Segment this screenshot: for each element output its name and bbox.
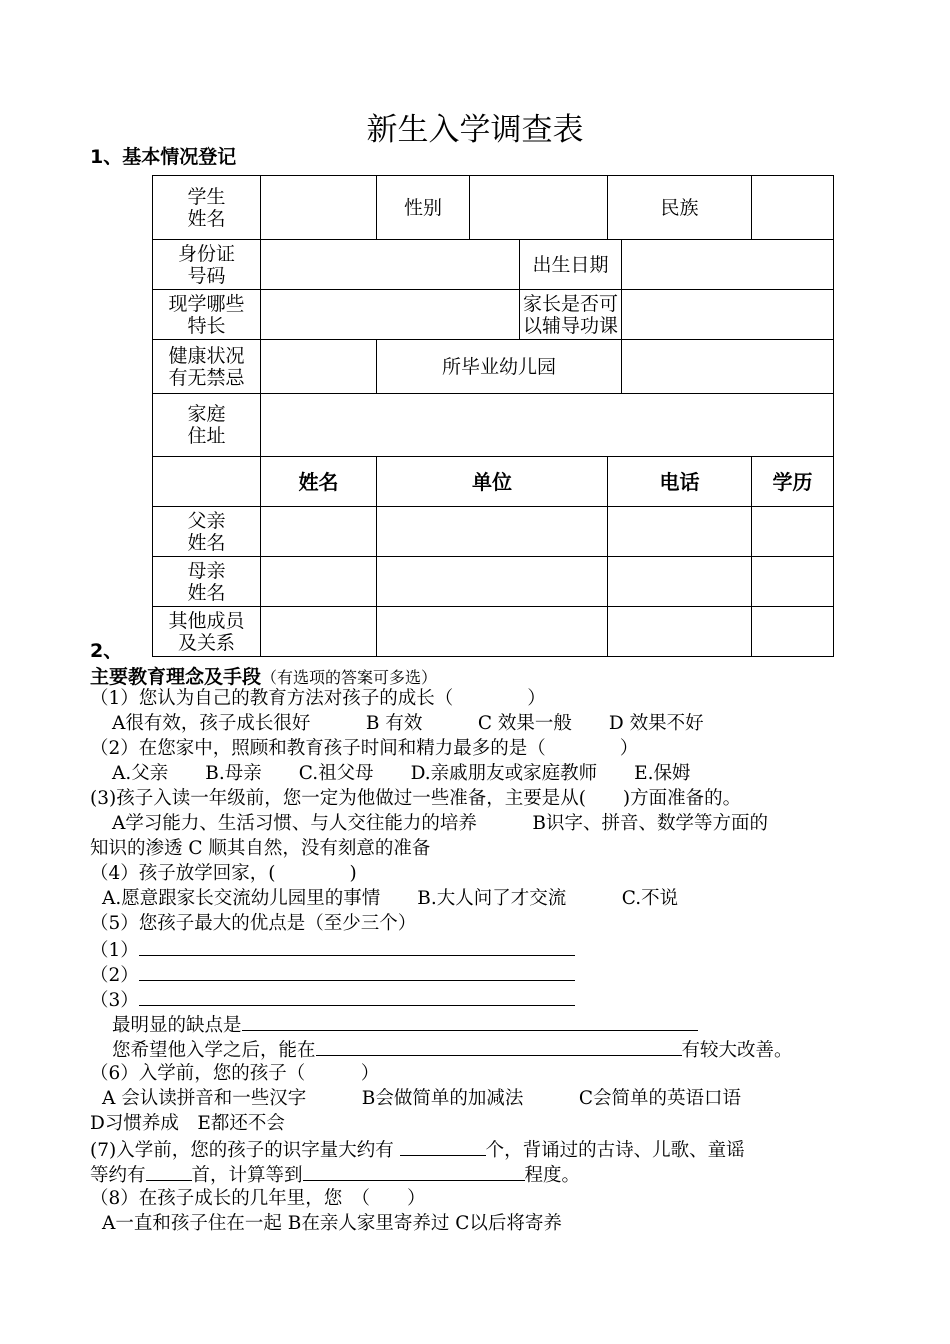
ethnicity-field[interactable] <box>752 176 834 240</box>
father-unit-field[interactable] <box>377 507 608 557</box>
strength-3-row <box>90 986 575 1013</box>
section-1-heading: 1、基本情况登记 <box>90 146 237 168</box>
label-specialties: 现学哪些 特长 <box>153 290 261 340</box>
question-1-options[interactable]: A很有效，孩子成长很好 B 有效 C 效果一般 D 效果不好 <box>112 713 704 734</box>
label-others: 其他成员 及关系 <box>153 607 261 657</box>
basic-info-table <box>152 175 834 657</box>
question-8-options[interactable]: A一直和孩子住在一起 B在亲人家里寄养过 C以后将寄养 <box>102 1213 562 1234</box>
specialties-field[interactable] <box>261 290 520 340</box>
question-5: （5）您孩子最大的优点是（至少三个） <box>90 913 417 934</box>
strength-1-row <box>90 936 575 963</box>
gender-field[interactable] <box>470 176 608 240</box>
question-3: (3)孩子入读一年级前，您一定为他做过一些准备，主要是从( )方面准备的。 <box>90 788 742 809</box>
section-2-title: 主要教育理念及手段 <box>90 666 262 688</box>
question-2-options[interactable]: A.父亲 B.母亲 C.祖父母 D.亲戚朋友或家庭教师 E.保姆 <box>112 763 691 784</box>
page-title: 新生入学调查表 <box>366 112 584 148</box>
mother-edu-field[interactable] <box>752 557 834 607</box>
question-1: （1）您认为自己的教育方法对孩子的成长（ ） <box>90 688 546 709</box>
hope-row <box>112 1036 793 1063</box>
strength-2-blank[interactable] <box>139 961 575 981</box>
strength-3-blank[interactable] <box>139 986 575 1006</box>
question-7-text-a: (7)入学前，您的孩子的识字量大约有 <box>90 1140 400 1161</box>
question-6-options-line2[interactable]: D习惯养成 E都还不会 <box>90 1113 285 1134</box>
label-ethnicity: 民族 <box>608 176 752 240</box>
label-gender: 性别 <box>377 176 470 240</box>
label-birth-date: 出生日期 <box>520 240 622 290</box>
others-name-field[interactable] <box>261 607 377 657</box>
father-name-field[interactable] <box>261 507 377 557</box>
section-2-note: （有选项的答案可多选） <box>261 668 438 687</box>
col-header-name: 姓名 <box>261 457 377 507</box>
label-kindergarten: 所毕业幼儿园 <box>377 340 622 394</box>
strength-3-label: （3） <box>90 990 139 1011</box>
mother-phone-field[interactable] <box>608 557 752 607</box>
label-health: 健康状况 有无禁忌 <box>153 340 261 394</box>
weakness-label: 最明显的缺点是 <box>112 1015 242 1036</box>
hope-label: 您希望他入学之后，能在 <box>112 1040 316 1061</box>
label-father: 父亲 姓名 <box>153 507 261 557</box>
label-mother: 母亲 姓名 <box>153 557 261 607</box>
question-6-options-line1[interactable]: A 会认读拼音和一些汉字 B会做简单的加减法 C会简单的英语口语 <box>102 1088 741 1109</box>
student-name-field[interactable] <box>261 176 377 240</box>
strength-2-label: （2） <box>90 965 139 986</box>
health-field[interactable] <box>261 340 377 394</box>
parent-tutor-field[interactable] <box>622 290 834 340</box>
others-edu-field[interactable] <box>752 607 834 657</box>
question-7-text-b: 个，背诵过的古诗、儿歌、童谣 <box>485 1140 745 1161</box>
section-2-number: 2、 <box>90 640 123 662</box>
mother-unit-field[interactable] <box>377 557 608 607</box>
question-7-text-c: 等约有 <box>90 1165 146 1186</box>
question-7-text-e: 程度。 <box>524 1165 581 1186</box>
question-7-text-d: 首，计算等到 <box>191 1165 303 1186</box>
label-address: 家庭 住址 <box>153 394 261 457</box>
calc-level-blank[interactable] <box>303 1161 525 1181</box>
header-blank <box>153 457 261 507</box>
weakness-row <box>112 1011 698 1038</box>
others-unit-field[interactable] <box>377 607 608 657</box>
poem-count-blank[interactable] <box>146 1161 192 1181</box>
mother-name-field[interactable] <box>261 557 377 607</box>
label-id-number: 身份证 号码 <box>153 240 261 290</box>
question-2: （2）在您家中，照顾和教育孩子时间和精力最多的是（ ） <box>90 738 639 759</box>
col-header-education: 学历 <box>752 457 834 507</box>
question-4: （4）孩子放学回家，( ) <box>90 863 357 884</box>
question-7-line1 <box>90 1136 745 1163</box>
section-2-heading <box>90 662 437 689</box>
strength-1-blank[interactable] <box>139 936 575 956</box>
birth-date-field[interactable] <box>622 240 834 290</box>
address-field[interactable] <box>261 394 834 457</box>
char-count-blank[interactable] <box>400 1136 486 1156</box>
question-7-line2 <box>90 1161 580 1188</box>
question-6: （6）入学前，您的孩子（ ） <box>90 1063 380 1084</box>
weakness-blank[interactable] <box>242 1011 698 1031</box>
label-parent-tutor: 家长是否可 以辅导功课 <box>520 290 622 340</box>
question-3-options-line2[interactable]: 知识的渗透 C 顺其自然，没有刻意的准备 <box>90 838 431 859</box>
strength-1-label: （1） <box>90 940 139 961</box>
hope-blank[interactable] <box>316 1036 682 1056</box>
question-8: （8）在孩子成长的几年里，您 （ ） <box>90 1188 426 1209</box>
label-student-name: 学生 姓名 <box>153 176 261 240</box>
father-phone-field[interactable] <box>608 507 752 557</box>
hope-suffix: 有较大改善。 <box>681 1040 793 1061</box>
strength-2-row <box>90 961 575 988</box>
others-phone-field[interactable] <box>608 607 752 657</box>
father-edu-field[interactable] <box>752 507 834 557</box>
question-4-options[interactable]: A.愿意跟家长交流幼儿园里的事情 B.大人问了才交流 C.不说 <box>102 888 679 909</box>
col-header-phone: 电话 <box>608 457 752 507</box>
kindergarten-field[interactable] <box>622 340 834 394</box>
id-number-field[interactable] <box>261 240 520 290</box>
col-header-unit: 单位 <box>377 457 608 507</box>
question-3-options-line1[interactable]: A学习能力、生活习惯、与人交往能力的培养 B识字、拼音、数学等方面的 <box>112 813 768 834</box>
